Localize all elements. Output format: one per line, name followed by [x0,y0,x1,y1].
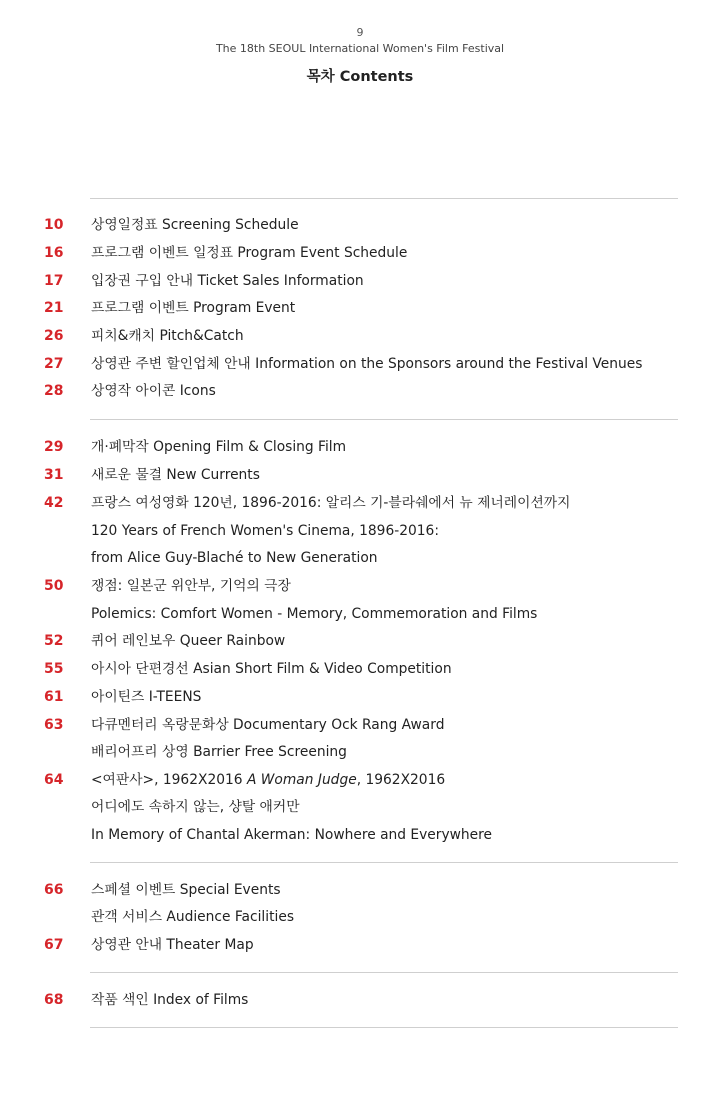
toc-entry-title: 퀴어 레인보우 Queer Rainbow [91,633,286,649]
toc-entry[interactable] [0,879,720,901]
toc-page-number: 64 [44,772,64,788]
toc-entry[interactable] [0,686,720,708]
toc-entry[interactable] [0,325,720,347]
toc-entry[interactable] [0,297,720,319]
toc-entry-title: 상영작 아이콘 Icons [91,383,216,399]
toc-page-number: 52 [44,633,64,649]
toc-entry-title: 아시아 단편경선 Asian Short Film & Video Competition [91,661,452,677]
toc-entry[interactable] [0,270,720,292]
toc-entry-title-woman-judge: <여판사>, 1962X2016 A Woman Judge, 1962X2016 [91,772,446,788]
contents-title: 목차 Contents [306,69,414,85]
toc-entry-title: 관객 서비스 Audience Facilities [91,909,295,925]
toc-entry-title: from Alice Guy-Blaché to New Generation [91,550,378,566]
toc-entry-title: 다큐멘터리 옥랑문화상 Documentary Ock Rang Award [91,717,445,733]
festival-title: The 18th SEOUL International Women's Film Festival [215,42,505,55]
toc-entry-title: 어디에도 속하지 않는, 샹탈 애커만 [91,799,300,815]
toc-entry-title: 스페셜 이벤트 Special Events [91,882,281,898]
toc-entry-title: 개·폐막작 Opening Film & Closing Film [91,439,347,455]
toc-entry-title: 배리어프리 상영 Barrier Free Screening [91,744,347,760]
toc-entry-title: 프로그램 이벤트 일정표 Program Event Schedule [91,245,408,261]
toc-page-number: 29 [44,439,64,455]
toc-entry[interactable] [0,380,720,402]
toc-entry[interactable] [0,242,720,264]
toc-page-number: 26 [44,328,64,344]
toc-entry-title: 입장권 구입 안내 Ticket Sales Information [91,273,364,289]
toc-entry-continuation [0,824,720,846]
divider [90,419,678,420]
toc-page-number: 10 [44,217,64,233]
page-number: 9 [356,26,364,39]
toc-page-number: 68 [44,992,64,1008]
toc-entry-title: 프랑스 여성영화 120년, 1896-2016: 알리스 기-블라쉐에서 뉴 제너레이션까지 [91,495,571,511]
toc-entry-continuation [0,547,720,569]
toc-entry-continuation [0,796,720,818]
toc-page-number: 28 [44,383,64,399]
toc-entry[interactable] [0,214,720,236]
toc-entry-title: In Memory of Chantal Akerman: Nowhere and Everywhere [91,827,493,843]
toc-entry-continuation [0,520,720,542]
toc-entry-continuation [0,906,720,928]
toc-page-number: 67 [44,937,64,953]
toc-entry-title: 상영관 안내 Theater Map [91,937,254,953]
toc-entry-title: 작품 색인 Index of Films [91,992,249,1008]
divider [90,862,678,863]
toc-entry[interactable] [0,630,720,652]
toc-entry[interactable] [0,714,720,736]
divider [90,972,678,973]
toc-entry-continuation [0,603,720,625]
toc-page-number: 42 [44,495,64,511]
toc-entry-title: 프로그램 이벤트 Program Event [91,300,296,316]
toc-entry[interactable] [0,575,720,597]
toc-entry[interactable] [0,464,720,486]
toc-page-number: 27 [44,356,64,372]
toc-entry-title: 120 Years of French Women's Cinema, 1896-2016: [91,523,439,539]
toc-page-number: 61 [44,689,64,705]
toc-entry[interactable] [0,934,720,956]
toc-page-number: 16 [44,245,64,261]
toc-page-number: 17 [44,273,64,289]
divider [90,198,678,199]
toc-entry[interactable] [0,658,720,680]
toc-entry-title: 피치&캐치 Pitch&Catch [91,328,244,344]
divider [90,1027,678,1028]
toc-page-number: 21 [44,300,64,316]
toc-page-number: 63 [44,717,64,733]
toc-entry-title: 새로운 물결 New Currents [91,467,260,483]
toc-entry-title: Polemics: Comfort Women - Memory, Commemoration and Films [91,606,538,622]
toc-page-number: 55 [44,661,64,677]
toc-page-number: 66 [44,882,64,898]
toc-entry-title: 아이틴즈 I-TEENS [91,689,202,705]
toc-entry[interactable] [0,353,720,375]
toc-entry[interactable] [0,769,720,791]
toc-entry[interactable] [0,436,720,458]
toc-entry-continuation [0,741,720,763]
toc-page-number: 50 [44,578,64,594]
toc-entry[interactable] [0,492,720,514]
toc-entry-title: 상영관 주변 할인업체 안내 Information on the Sponsors around the Festival Venues [91,356,643,372]
toc-entry-title: 상영일정표 Screening Schedule [91,217,299,233]
toc-page-number: 31 [44,467,64,483]
toc-entry[interactable] [0,989,720,1011]
toc-entry-title: 쟁점: 일본군 위안부, 기억의 극장 [91,578,291,594]
